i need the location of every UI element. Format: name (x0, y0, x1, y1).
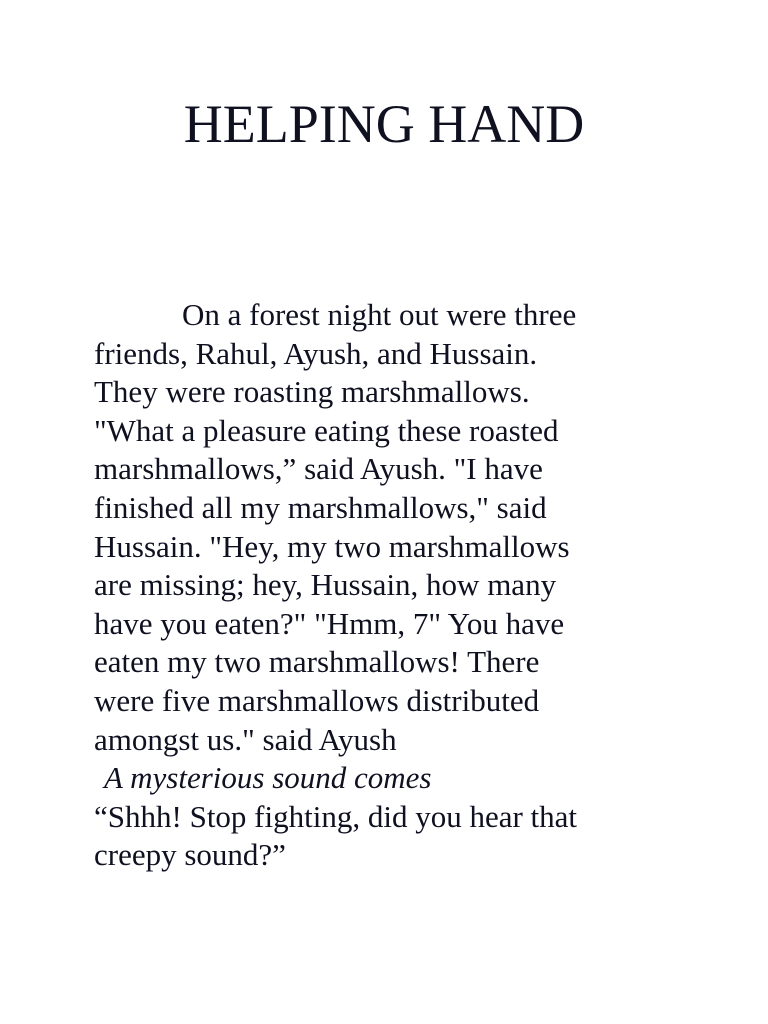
stage-direction: A mysterious sound comes (104, 760, 432, 796)
story-line: creepy sound?” (94, 837, 286, 873)
story-line: Hussain. "Hey, my two marshmallows (94, 528, 570, 564)
story-line: “Shhh! Stop fighting, did you hear that (94, 798, 578, 834)
story-line: finished all my marshmallows," said (94, 489, 547, 525)
story-line: eaten my two marshmallows! There (94, 644, 540, 680)
story-line: were five marshmallows distributed (94, 682, 540, 718)
story-line: are missing; hey, Hussain, how many (94, 567, 557, 603)
story-line: marshmallows,” said Ayush. "I have (94, 451, 543, 487)
story-line: friends, Rahul, Ayush, and Hussain. (94, 335, 538, 371)
story-line: "What a pleasure eating these roasted (94, 412, 559, 448)
story-line: On a forest night out were three (182, 297, 577, 332)
story-line: amongst us." said Ayush (94, 721, 397, 757)
story-body (94, 296, 714, 875)
story-line: have you eaten?" "Hmm, 7" You have (94, 605, 565, 641)
document-title: HELPING HAND (183, 94, 585, 154)
story-line: They were roasting marshmallows. (94, 374, 530, 410)
